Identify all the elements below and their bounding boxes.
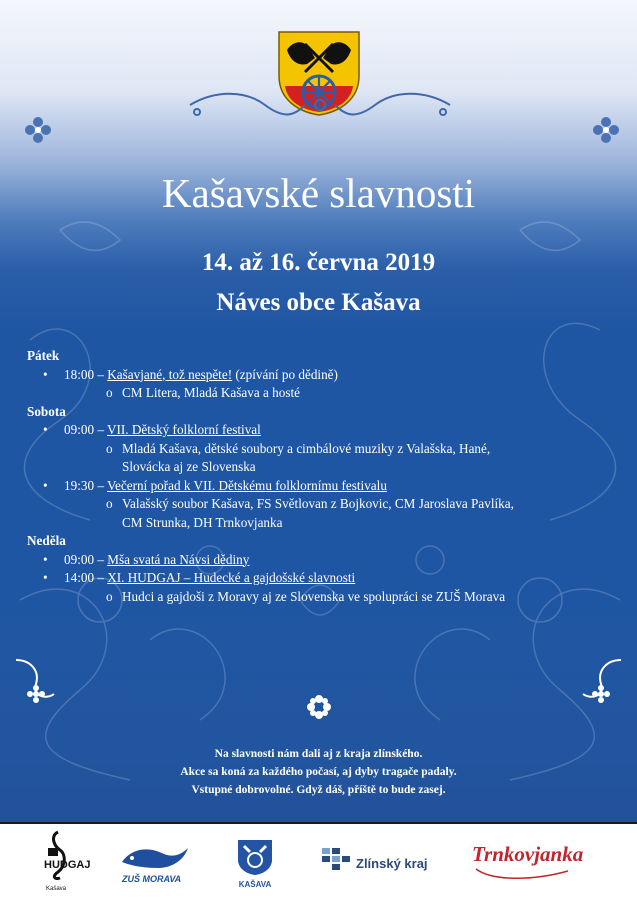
day-heading: Neděla	[27, 533, 66, 548]
event-title: Mša svatá na Návsi dědiny	[107, 551, 250, 567]
event-detail	[27, 440, 612, 477]
zus-bird-icon	[118, 842, 190, 874]
event-detail-text: Slovácka aj ze Slovenska	[122, 459, 256, 474]
day-heading: Pátek	[27, 348, 60, 363]
hudgaj-violin-icon	[40, 830, 91, 880]
center-flower-icon	[305, 693, 333, 721]
kasava-emblem-icon	[234, 834, 276, 876]
event-detail-text: Hudci a gajdoši z Moravy aj ze Slovenska ve spolupráci se ZUŠ Morava	[122, 588, 506, 604]
event-item	[27, 366, 612, 385]
event-detail-text: CM Litera, Mladá Kašava a hosté	[122, 385, 300, 400]
kasava-logo-text: KAŠAVA	[238, 880, 272, 889]
poster-title: Kašavské slavnosti	[161, 170, 476, 216]
event-time: 14:00 –	[64, 570, 104, 585]
event-title: Kašavjané, tož nespěte!	[107, 366, 233, 382]
zlinsky-kraj-text: Zlínský kraj	[356, 856, 428, 871]
bullet-icon: •	[43, 570, 48, 585]
event-place: Náves obce Kašava	[216, 289, 421, 316]
circle-bullet-icon: o	[106, 440, 113, 456]
day-heading: Sobota	[27, 403, 66, 419]
event-dates: 14. až 16. června 2019	[201, 249, 436, 276]
event-item	[27, 569, 612, 588]
event-item	[27, 551, 612, 570]
event-detail	[27, 495, 612, 532]
event-detail-text: Valašský soubor Kašava, FS Světlovan z Bojkovic, CM Jaroslava Pavlíka,	[122, 496, 514, 511]
kasava-logo	[234, 834, 276, 894]
footer-line: Na slavnosti nám dali aj z kraja zlínského.	[214, 748, 423, 760]
circle-bullet-icon: o	[106, 588, 113, 604]
circle-bullet-icon: o	[106, 385, 113, 400]
program-schedule	[27, 347, 612, 606]
trnkovjanka-swoosh-icon	[472, 867, 572, 883]
event-title: XI. HUDGAJ – Hudecké a gajdošské slavnosti	[107, 570, 356, 585]
bullet-icon: •	[43, 422, 48, 437]
zus-morava-text: ZUŠ MORAVA	[122, 874, 182, 884]
footer-line: Akce sa koná za každého počasí, aj dyby tragače padaly.	[180, 766, 457, 778]
corner-flourish-ornament	[10, 650, 70, 710]
bullet-icon: •	[43, 477, 48, 493]
event-title-rest: (zpívání po dědině)	[232, 366, 338, 382]
day-block	[27, 403, 612, 533]
flower-ornament-icon	[18, 110, 58, 150]
event-detail	[27, 384, 612, 403]
zlinsky-kraj-logo	[322, 848, 438, 878]
zlinsky-kraj-squares-icon	[322, 848, 350, 870]
event-title: VII. Dětský folklorní festival	[107, 422, 261, 437]
day-block	[27, 532, 612, 606]
trnkovjanka-text: Trnkovjanka	[472, 842, 584, 866]
event-item	[27, 477, 612, 496]
event-detail-text: CM Strunka, DH Trnkovjanka	[122, 514, 283, 530]
hudgaj-logo	[40, 830, 91, 896]
event-time: 09:00 –	[64, 551, 104, 567]
top-flourish-ornament	[185, 90, 455, 120]
corner-flourish-ornament	[567, 650, 627, 710]
bullet-icon: •	[43, 551, 48, 567]
trnkovjanka-logo	[472, 842, 602, 886]
zus-morava-logo	[118, 842, 190, 894]
event-item	[27, 421, 612, 440]
sponsor-logos-bar	[0, 822, 637, 902]
event-title: Večerní pořad k VII. Dětskému folklornímu festivalu	[107, 477, 387, 493]
day-block	[27, 347, 612, 403]
bullet-icon: •	[43, 366, 48, 382]
event-detail	[27, 588, 612, 607]
event-time: 18:00 –	[64, 366, 104, 382]
hudgaj-logo-text: HUDGAJ	[44, 859, 91, 871]
event-detail-text: Mladá Kašava, dětské soubory a cimbálové muziky z Valašska, Hané,	[122, 440, 491, 456]
hudgaj-logo-subtext: Kašava	[46, 886, 67, 892]
footer-note	[0, 745, 637, 799]
footer-line: Vstupné dobrovolné. Gdyž dáš, příště to bude zasej.	[191, 784, 446, 796]
flower-ornament-icon	[586, 110, 626, 150]
event-time: 09:00 –	[64, 422, 104, 437]
circle-bullet-icon: o	[106, 496, 113, 511]
event-time: 19:30 –	[64, 477, 104, 493]
